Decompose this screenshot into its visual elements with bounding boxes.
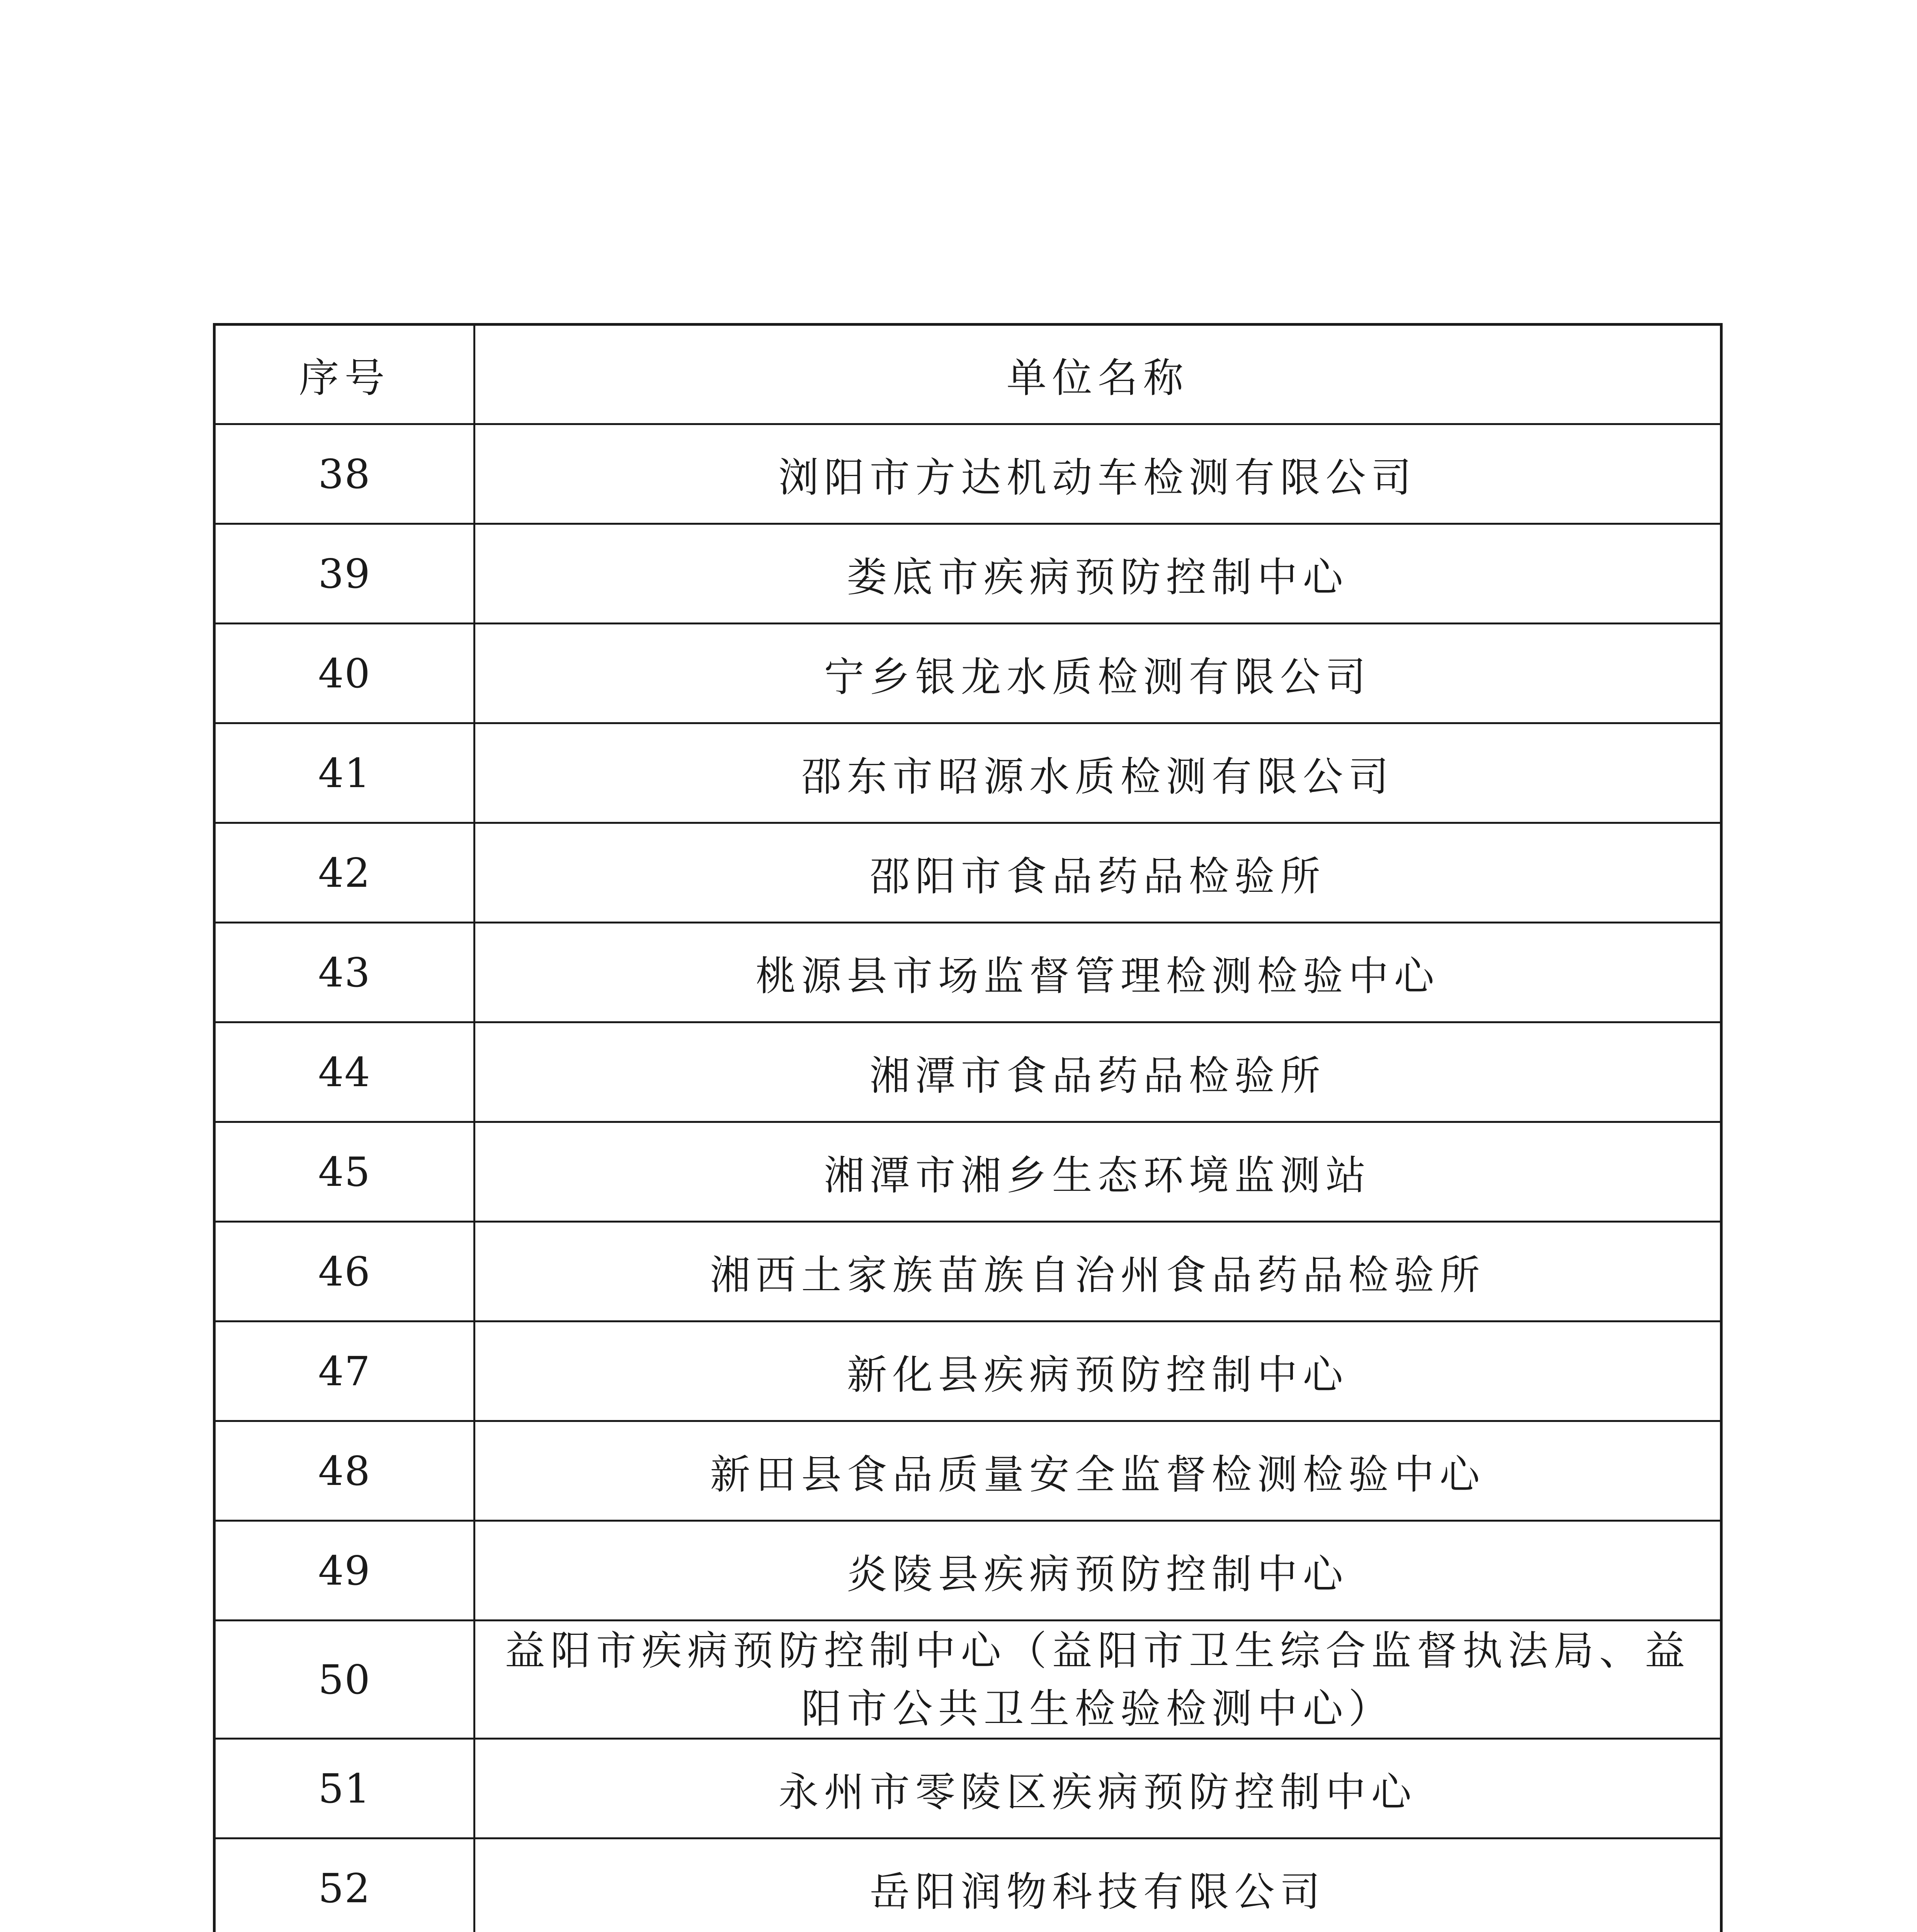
row-unit-name: 湘西土家族苗族自治州食品药品检验所 bbox=[475, 1222, 1721, 1321]
row-unit-name: 湘潭市湘乡生态环境监测站 bbox=[475, 1122, 1721, 1222]
row-serial-number: 48 bbox=[214, 1421, 475, 1521]
row-unit-name: 新化县疾病预防控制中心 bbox=[475, 1321, 1721, 1421]
table-row bbox=[214, 823, 1721, 923]
table-row bbox=[214, 1321, 1721, 1421]
header-serial-number: 序号 bbox=[214, 325, 475, 424]
row-unit-name: 益阳市疾病预防控制中心（益阳市卫生综合监督执法局、益阳市公共卫生检验检测中心） bbox=[475, 1621, 1721, 1739]
table-row bbox=[214, 1838, 1721, 1932]
row-unit-name: 娄底市疾病预防控制中心 bbox=[475, 524, 1721, 624]
row-serial-number: 44 bbox=[214, 1022, 475, 1122]
row-serial-number: 52 bbox=[214, 1838, 475, 1932]
row-serial-number: 49 bbox=[214, 1521, 475, 1621]
table-row bbox=[214, 424, 1721, 524]
row-serial-number: 42 bbox=[214, 823, 475, 923]
table-row bbox=[214, 1521, 1721, 1621]
row-unit-name: 浏阳市方达机动车检测有限公司 bbox=[475, 424, 1721, 524]
row-unit-name: 邵阳市食品药品检验所 bbox=[475, 823, 1721, 923]
table-row bbox=[214, 1421, 1721, 1521]
row-unit-name: 邵东市昭源水质检测有限公司 bbox=[475, 723, 1721, 823]
table-row bbox=[214, 1222, 1721, 1321]
row-unit-name: 永州市零陵区疾病预防控制中心 bbox=[475, 1739, 1721, 1838]
row-serial-number: 38 bbox=[214, 424, 475, 524]
row-unit-name: 岳阳润物科技有限公司 bbox=[475, 1838, 1721, 1932]
table-row bbox=[214, 923, 1721, 1022]
table-row bbox=[214, 524, 1721, 624]
row-serial-number: 47 bbox=[214, 1321, 475, 1421]
row-serial-number: 46 bbox=[214, 1222, 475, 1321]
row-unit-name: 炎陵县疾病预防控制中心 bbox=[475, 1521, 1721, 1621]
row-unit-name: 新田县食品质量安全监督检测检验中心 bbox=[475, 1421, 1721, 1521]
row-serial-number: 51 bbox=[214, 1739, 475, 1838]
row-unit-name: 宁乡银龙水质检测有限公司 bbox=[475, 624, 1721, 723]
table-row bbox=[214, 1022, 1721, 1122]
table-header-row bbox=[214, 325, 1721, 424]
row-unit-name: 桃源县市场监督管理检测检验中心 bbox=[475, 923, 1721, 1022]
row-serial-number: 40 bbox=[214, 624, 475, 723]
table-row bbox=[214, 1122, 1721, 1222]
row-serial-number: 43 bbox=[214, 923, 475, 1022]
header-unit-name: 单位名称 bbox=[475, 325, 1721, 424]
table-row bbox=[214, 723, 1721, 823]
row-unit-name: 湘潭市食品药品检验所 bbox=[475, 1022, 1721, 1122]
units-table bbox=[213, 323, 1723, 1932]
table-row bbox=[214, 1621, 1721, 1739]
row-serial-number: 50 bbox=[214, 1621, 475, 1739]
table-row bbox=[214, 624, 1721, 723]
row-serial-number: 41 bbox=[214, 723, 475, 823]
row-serial-number: 39 bbox=[214, 524, 475, 624]
table-row bbox=[214, 1739, 1721, 1838]
row-serial-number: 45 bbox=[214, 1122, 475, 1222]
